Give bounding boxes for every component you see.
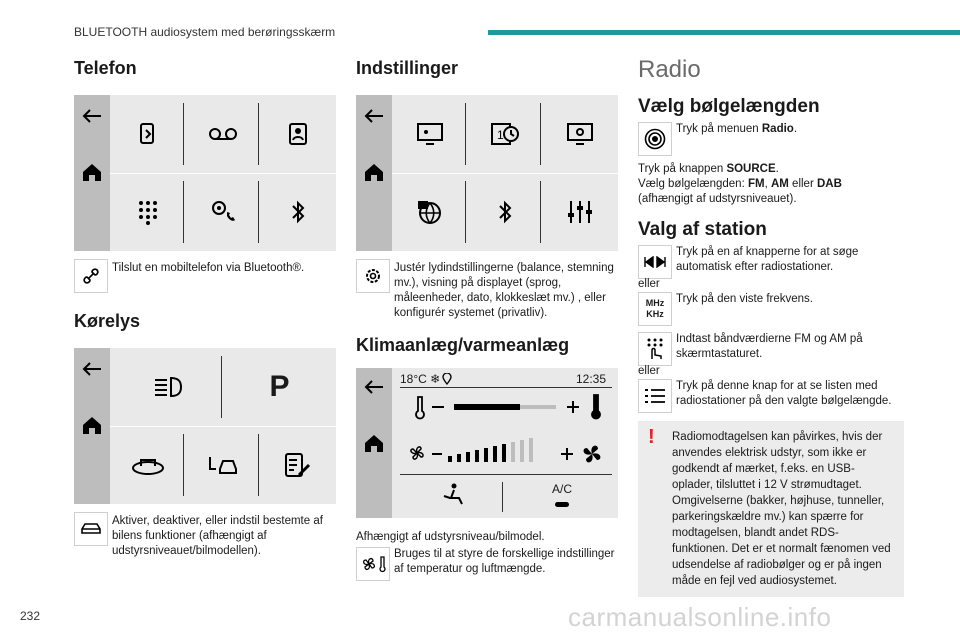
step-text: . bbox=[775, 163, 779, 175]
fan-level-bar bbox=[511, 442, 515, 462]
thermometer-high-icon[interactable] bbox=[590, 392, 602, 420]
home-icon[interactable] bbox=[81, 161, 103, 183]
button-name: SOURCE bbox=[726, 163, 776, 175]
column-middle bbox=[356, 48, 618, 581]
section-title-klima: Klimaanlæg/varmeanlæg bbox=[356, 335, 570, 355]
seat-car-icon[interactable] bbox=[185, 426, 260, 504]
korelys-screen bbox=[74, 348, 336, 504]
date-time-icon[interactable] bbox=[467, 95, 542, 173]
phone-settings-icon[interactable] bbox=[185, 173, 260, 251]
telefon-screen bbox=[74, 95, 336, 251]
keypad-icon[interactable] bbox=[110, 173, 185, 251]
language-globe-icon[interactable] bbox=[392, 173, 467, 251]
step-text: Tryk på knappen bbox=[638, 163, 727, 175]
warning-icon: ! bbox=[648, 426, 655, 448]
parking-icon[interactable] bbox=[242, 348, 317, 426]
caption-text: Aktiver, deaktiver, eller indstil bestemte af bilens funktioner (afhængigt af udstyrsniveauet/bilmodellen). bbox=[112, 515, 323, 557]
seek-buttons-icon bbox=[638, 245, 672, 279]
frequency-icon bbox=[638, 292, 672, 326]
step-text: Tryk på den viste frekvens. bbox=[676, 293, 813, 305]
klima-screen bbox=[356, 368, 618, 518]
divider bbox=[221, 356, 222, 418]
fan-thermometer-icon bbox=[356, 547, 390, 581]
display-day-night-icon[interactable] bbox=[392, 95, 467, 173]
radio-antenna-icon bbox=[638, 122, 672, 156]
fan-level-bar bbox=[493, 446, 497, 462]
band-step-1 bbox=[638, 122, 904, 156]
band-step-3 bbox=[638, 177, 904, 207]
fan-level-bar bbox=[466, 452, 470, 462]
equalizer-icon[interactable] bbox=[542, 173, 617, 251]
car-icon bbox=[74, 512, 108, 546]
side-bar bbox=[356, 368, 392, 518]
band-step-2 bbox=[638, 162, 904, 177]
fan-level-bar bbox=[520, 440, 524, 462]
section-title-korelys: Kørelys bbox=[74, 311, 141, 331]
watermark: carmanualsonline.info bbox=[568, 602, 832, 632]
step-text: eller bbox=[788, 178, 817, 190]
ac-indicator bbox=[555, 502, 569, 507]
car-top-icon[interactable] bbox=[110, 426, 185, 504]
divider bbox=[502, 482, 503, 512]
side-bar bbox=[74, 348, 110, 504]
divider bbox=[400, 387, 612, 388]
home-icon[interactable] bbox=[363, 161, 385, 183]
voicemail-icon[interactable] bbox=[185, 95, 260, 173]
fan-level-bar bbox=[457, 454, 461, 462]
step-text: Vælg bølgelængden: bbox=[638, 178, 748, 190]
klima-caption bbox=[356, 547, 618, 581]
divider bbox=[400, 474, 612, 475]
parking-letter: P bbox=[269, 370, 290, 403]
clock: 12:35 bbox=[576, 372, 607, 386]
header-accent-bar bbox=[488, 30, 960, 35]
station-step-4 bbox=[638, 379, 904, 413]
step-text: Tryk på denne knap for at se listen med radiostationer på den valgte bølgelængde. bbox=[676, 380, 892, 407]
band-fm: FM bbox=[747, 178, 765, 190]
bluetooth-icon[interactable] bbox=[260, 173, 335, 251]
khz-label: KHz bbox=[646, 309, 664, 319]
temp-minus-button[interactable] bbox=[432, 406, 444, 408]
station-step-2 bbox=[638, 292, 904, 326]
step-text: Tryk på menuen bbox=[676, 123, 762, 135]
caption-text: Bruges til at styre de forskellige indstillinger af temperatur og luftmængde. bbox=[394, 548, 615, 575]
home-icon[interactable] bbox=[363, 432, 385, 454]
step-text: , bbox=[764, 178, 771, 190]
air-distribution-icon[interactable] bbox=[440, 482, 464, 508]
temp-plus-button[interactable] bbox=[566, 400, 580, 414]
band-am: AM bbox=[770, 178, 789, 190]
step-text: Tryk på en af knapperne for at søge automatisk efter radiostationer. bbox=[676, 246, 859, 273]
step-text: (afhængigt af udstyrsniveauet). bbox=[638, 193, 797, 205]
display-settings-icon[interactable] bbox=[542, 95, 617, 173]
keypad-touch-icon bbox=[638, 332, 672, 366]
warning-box bbox=[638, 421, 904, 597]
running-header: BLUETOOTH audiosystem med berøringsskærm bbox=[74, 25, 336, 39]
fan-low-icon[interactable] bbox=[406, 442, 428, 464]
station-step-1 bbox=[638, 245, 904, 279]
thermometer-low-icon[interactable] bbox=[414, 394, 426, 420]
side-bar bbox=[356, 95, 392, 251]
headlight-icon[interactable] bbox=[130, 348, 205, 426]
svg-text:1: 1 bbox=[496, 128, 504, 142]
korelys-caption bbox=[74, 512, 336, 559]
contacts-icon[interactable] bbox=[260, 95, 335, 173]
fan-plus-button[interactable] bbox=[560, 447, 574, 461]
subsection-title-station: Valg af station bbox=[638, 219, 767, 240]
gear-icon bbox=[356, 259, 390, 293]
caption-text: Justér lydindstillingerne (balance, stemning mv.), visning på displayet (sprog, måleenheder, dato, klokkeslæt mv.) , eller konfigurér systemet (privatliv). bbox=[394, 262, 614, 319]
menu-name: Radio bbox=[761, 123, 794, 135]
back-arrow-icon[interactable] bbox=[363, 105, 385, 127]
back-arrow-icon[interactable] bbox=[81, 358, 103, 380]
bluetooth-icon[interactable] bbox=[467, 173, 542, 251]
section-title-radio: Radio bbox=[638, 56, 701, 83]
fan-level-bar bbox=[502, 444, 506, 462]
side-bar bbox=[74, 95, 110, 251]
climate-status: 18°C ❄ bbox=[400, 372, 441, 386]
klima-note: Afhængigt af udstyrsniveau/bilmodel. bbox=[356, 531, 545, 543]
caption-text: Tilslut en mobiltelefon via Bluetooth®. bbox=[112, 262, 305, 274]
fan-level-bar bbox=[529, 438, 533, 462]
column-right bbox=[638, 48, 904, 597]
or-text: eller bbox=[638, 365, 660, 377]
telefon-caption bbox=[74, 259, 336, 293]
band-dab: DAB bbox=[816, 178, 842, 190]
location-pin-icon bbox=[442, 373, 452, 385]
station-step-3 bbox=[638, 332, 904, 366]
section-title-telefon: Telefon bbox=[74, 58, 137, 78]
subsection-title-band: Vælg bølgelængden bbox=[638, 96, 820, 117]
step-text: Indtast båndværdierne FM og AM på skærmtastaturet. bbox=[676, 333, 863, 360]
ac-button[interactable]: A/C bbox=[552, 482, 573, 496]
back-arrow-icon[interactable] bbox=[81, 105, 103, 127]
column-left bbox=[74, 48, 336, 559]
or-text: eller bbox=[638, 278, 660, 290]
indstillinger-screen bbox=[356, 95, 618, 251]
fan-level-bar bbox=[484, 448, 488, 462]
fan-level-bar bbox=[448, 456, 452, 462]
section-title-indstillinger: Indstillinger bbox=[356, 58, 459, 78]
warning-text: Radiomodtagelsen kan påvirkes, hvis der anvendes elektrisk udstyr, som ikke er godkendt af mærket, f.eks. en USB-oplader, tilsluttet i 12 V strømudtaget. Omgivelserne (bakker, højhuse, tunneller, parkeringskældre mv.) kan spærre for modtagelsen, blandt andet RDS-funktionen. Det er et normalt fænomen ved udsendelse af radiobølger og er på ingen måde en fejl ved audiosystemet. bbox=[672, 431, 891, 587]
step-text: . bbox=[793, 123, 798, 135]
list-icon bbox=[638, 379, 672, 413]
mhz-label: MHz bbox=[645, 298, 665, 308]
temp-slider-fill bbox=[454, 404, 520, 410]
home-icon[interactable] bbox=[81, 414, 103, 436]
fan-minus-button[interactable] bbox=[432, 453, 442, 455]
fan-level-bar bbox=[475, 450, 479, 462]
page-number: 232 bbox=[20, 609, 41, 623]
indstillinger-caption bbox=[356, 259, 618, 321]
checklist-wrench-icon[interactable] bbox=[260, 426, 335, 504]
back-arrow-icon[interactable] bbox=[363, 376, 385, 398]
call-log-icon[interactable] bbox=[110, 95, 185, 173]
phone-link-icon bbox=[74, 259, 108, 293]
fan-high-icon[interactable] bbox=[578, 440, 606, 468]
